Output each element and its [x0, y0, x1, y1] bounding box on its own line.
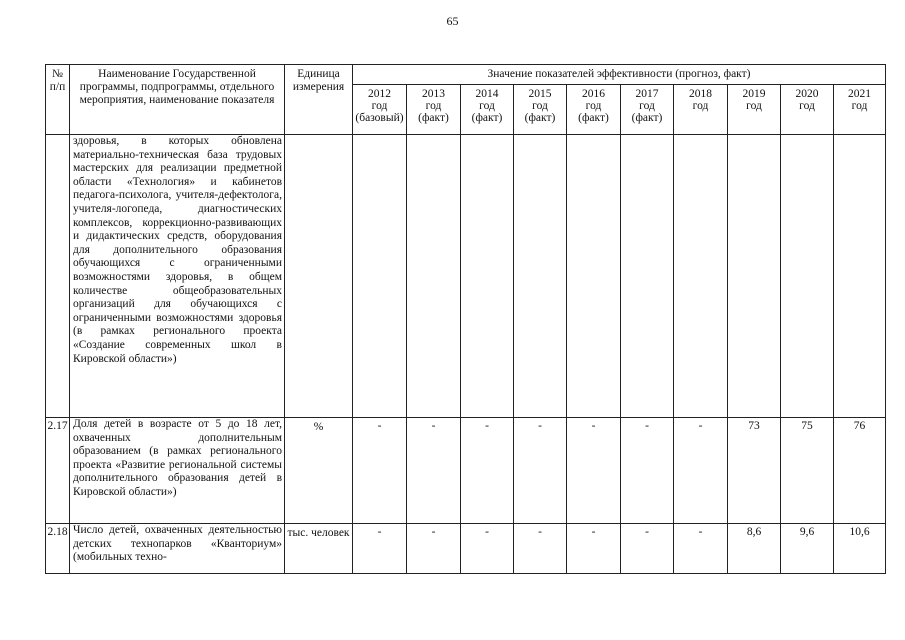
header-year-line: 2016	[582, 88, 605, 100]
indicator-name: Доля детей в возрасте от 5 до 18 лет, охваченных дополнительным образованием (в рамках регионального проекта «Развитие региональной системы дополнительного образования детей в Кировской области»)	[70, 418, 285, 524]
header-year	[514, 85, 567, 135]
value-cell	[567, 135, 621, 418]
row-number: 2.18	[46, 524, 70, 574]
value-cell: -	[461, 418, 514, 524]
header-year	[728, 85, 781, 135]
value-cell	[461, 135, 514, 418]
value-cell: -	[674, 418, 728, 524]
header-year-line: (факт)	[418, 112, 449, 124]
value-cell: -	[461, 524, 514, 574]
header-year-line: (факт)	[578, 112, 609, 124]
unit-cell	[285, 135, 353, 418]
value-cell: 8,6	[728, 524, 781, 574]
header-year	[674, 85, 728, 135]
header-year-line: 2013	[422, 88, 445, 100]
header-year-line: 2018	[689, 88, 712, 100]
value-cell	[514, 135, 567, 418]
header-num: № п/п	[46, 65, 70, 135]
value-cell: 10,6	[834, 524, 886, 574]
indicator-name: здоровья, в которых обновлена материально-техническая база трудовых мастерских для реализации предметной области «Технология» и кабинетов педагога-психолога, учителя-дефектолога, учителя-логопеда, диагностических комплексов, коррекционно-развивающих и дидактических средств, оборудования для дополнительного образования обучающихся с ограниченными возможностями здоровья, в общем количестве общеобразовательных организаций для обучающихся с ограниченными возможностями здоровья (в рамках регионального проекта «Создание современных школ в Кировской области»)	[70, 135, 285, 418]
value-cell	[407, 135, 461, 418]
header-year-line: 2015	[528, 88, 552, 100]
indicator-name: Число детей, охваченных деятельностью детских технопарков «Кванториум» (мобильных техно-	[70, 524, 285, 574]
unit-cell: тыс. человек	[285, 524, 353, 574]
value-cell: -	[353, 418, 407, 524]
header-year	[461, 85, 514, 135]
header-year-line: год	[692, 100, 709, 112]
header-year-line: год	[799, 100, 815, 112]
value-cell: -	[407, 524, 461, 574]
header-year-line: год	[479, 100, 495, 112]
value-cell	[834, 135, 886, 418]
header-year-line: 2014	[475, 88, 499, 100]
value-cell: -	[353, 524, 407, 574]
value-cell: -	[567, 524, 621, 574]
header-values: Значение показателей эффективности (прогноз, факт)	[353, 65, 886, 85]
header-year-line: год	[851, 100, 868, 112]
table-row	[46, 135, 886, 418]
header-year-line: 2017	[635, 88, 659, 100]
value-cell	[728, 135, 781, 418]
header-year	[621, 85, 674, 135]
header-year-line: год	[371, 100, 388, 112]
value-cell: 9,6	[781, 524, 834, 574]
indicators-table	[45, 64, 886, 574]
header-year-line: 2020	[795, 88, 819, 100]
header-year-line: год	[639, 100, 655, 112]
value-cell: -	[567, 418, 621, 524]
value-cell	[353, 135, 407, 418]
header-unit: Единица измерения	[285, 65, 353, 135]
header-year-line: 2019	[742, 88, 766, 100]
header-year-line: 2021	[848, 88, 871, 100]
header-year	[407, 85, 461, 135]
value-cell: -	[514, 524, 567, 574]
header-year	[567, 85, 621, 135]
row-number	[46, 135, 70, 418]
header-year-line: год	[425, 100, 442, 112]
row-number: 2.17	[46, 418, 70, 524]
value-cell: 75	[781, 418, 834, 524]
value-cell: -	[621, 524, 674, 574]
value-cell: -	[674, 524, 728, 574]
unit-cell: %	[285, 418, 353, 524]
header-year-line: (базовый)	[355, 112, 404, 124]
table-row	[46, 418, 886, 524]
header-year-line: год	[746, 100, 762, 112]
value-cell	[674, 135, 728, 418]
header-name: Наименование Государственной программы, подпрограммы, отдельного мероприятия, наименование показателя	[70, 65, 285, 135]
header-year	[834, 85, 886, 135]
header-year	[781, 85, 834, 135]
header-year	[353, 85, 407, 135]
header-year-line: (факт)	[471, 112, 503, 124]
header-year-line: (факт)	[631, 112, 663, 124]
value-cell: -	[514, 418, 567, 524]
value-cell	[781, 135, 834, 418]
header-year-line: (факт)	[524, 112, 556, 124]
header-year-line: год	[532, 100, 548, 112]
table-row	[46, 524, 886, 574]
page-number: 65	[446, 14, 459, 28]
value-cell: 76	[834, 418, 886, 524]
value-cell	[621, 135, 674, 418]
value-cell: 73	[728, 418, 781, 524]
header-year-line: 2012	[368, 88, 391, 100]
value-cell: -	[621, 418, 674, 524]
header-year-line: год	[585, 100, 602, 112]
value-cell: -	[407, 418, 461, 524]
